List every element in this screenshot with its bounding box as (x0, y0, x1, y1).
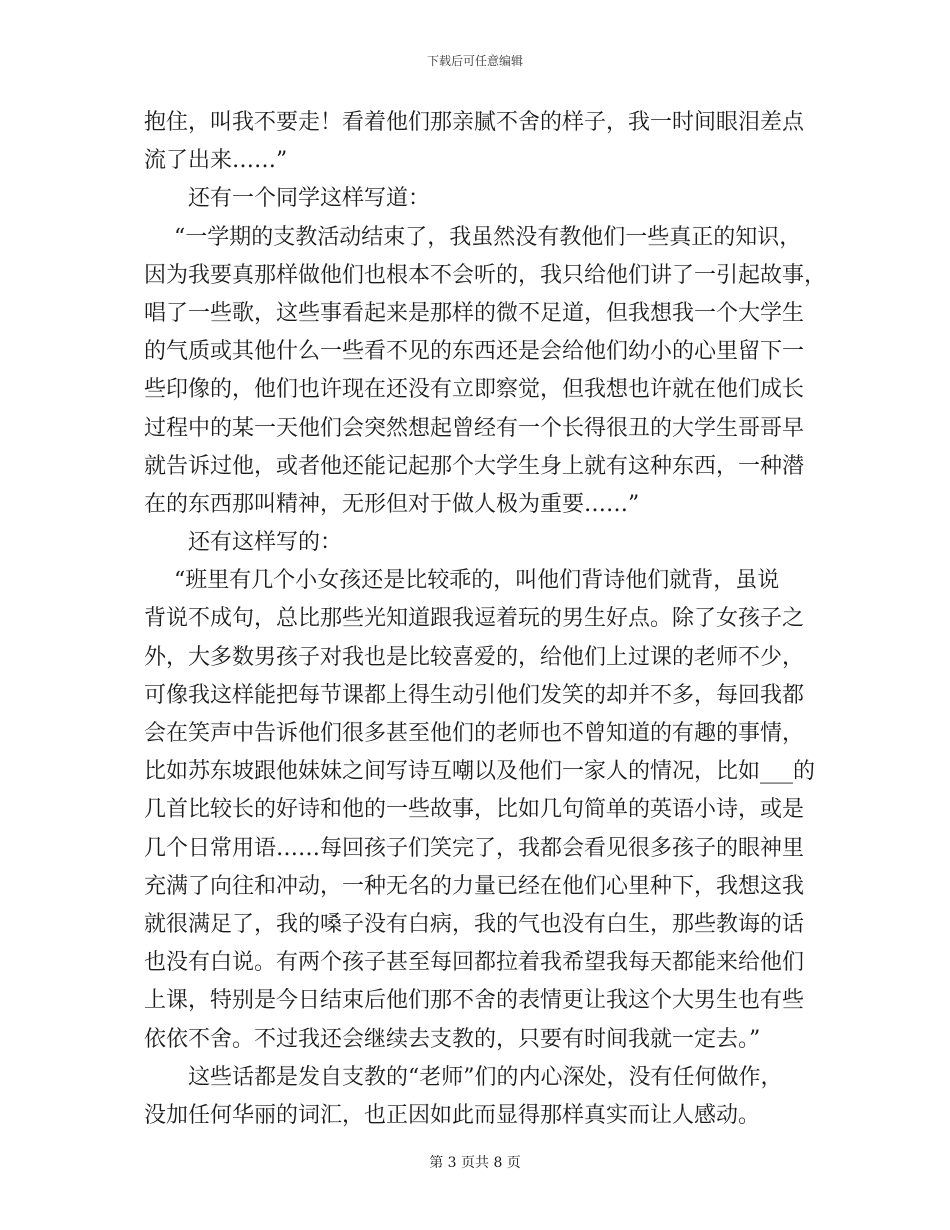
page-header: 下载后可任意编辑 (426, 54, 523, 68)
text-line: 抱住，叫我不要走！看着他们那亲腻不舍的样子，我一时间眼泪差点 (144, 110, 805, 135)
text-line: 就很满足了，我的嗓子没有白病，我的气也没有白生，那些教诲的话 (144, 911, 805, 937)
text-line: 就告诉过他，或者他还能记起那个大学生身上就有这种东西，一种潜 (144, 453, 805, 479)
text-line: 上课，特别是今日结束后他们那不舍的表情更让我这个大男生也有些 (144, 988, 805, 1014)
text-line: 唱了一些歌，这些事看起来是那样的微不足道，但我想我一个大学生 (144, 300, 805, 326)
page-footer: 第 3 页共 8 页 (429, 1155, 521, 1171)
text-line: 因为我要真那样做他们也根本不会听的，我只给他们讲了一引起故事， (144, 262, 827, 288)
text-line: 背说不成句，总比那些光知道跟我逗着玩的男生好点。除了女孩子之 (144, 606, 805, 632)
text-line: 流了出来……” (144, 148, 288, 174)
text-line: 也没有白说。有两个孩子甚至每回都拉着我希望我每天都能来给他们 (144, 950, 805, 976)
text-line: 些印像的，他们也许现在还没有立即察觉，但我想也许就在他们成长 (144, 377, 805, 403)
text-line: 没加任何华丽的词汇，也正因如此而显得那样真实而让人感动。 (144, 1102, 761, 1128)
text-line: 还有一个同学这样写道： (188, 186, 431, 212)
text-line: 依依不舍。不过我还会继续去支教的，只要有时间我就一定去。” (144, 1026, 761, 1052)
text-line: 过程中的某一天他们会突然想起曾经有一个长得很丑的大学生哥哥早 (144, 415, 805, 441)
text-line: 这些话都是发自支教的“老师”们的内心深处，没有任何做作， (188, 1064, 783, 1090)
text-line: 几首比较长的好诗和他的一些故事，比如几句简单的英语小诗，或是 (144, 797, 805, 823)
text-line: 充满了向往和冲动，一种无名的力量已经在他们心里种下，我想这我 (144, 873, 805, 899)
text-line: 比如苏东坡跟他妹妹之间写诗互嘲以及他们一家人的情况，比如___的 (144, 759, 816, 785)
text-line: 还有这样写的： (188, 530, 343, 556)
text-line: “一学期的支教活动结束了，我虽然没有教他们一些真正的知识， (174, 224, 802, 250)
text-line: 的气质或其他什么一些看不见的东西还是会给他们幼小的心里留下一 (144, 339, 805, 365)
text-line: 会在笑声中告诉他们很多甚至他们的老师也不曾知道的有趣的事情， (144, 721, 805, 746)
text-line: 在的东西那叫精神，无形但对于做人极为重要……” (144, 491, 640, 517)
text-line: 几个日常用语……每回孩子们笑完了，我都会看见很多孩子的眼神里 (144, 835, 805, 861)
document-body (144, 104, 827, 1135)
text-line: “班里有几个小女孩还是比较乖的，叫他们背诗他们就背，虽说 (174, 568, 780, 594)
text-line: 可像我这样能把每节课都上得生动引他们发笑的却并不多，每回我都 (144, 682, 805, 708)
text-line: 外，大多数男孩子对我也是比较喜爱的，给他们上过课的老师不少， (144, 644, 805, 670)
